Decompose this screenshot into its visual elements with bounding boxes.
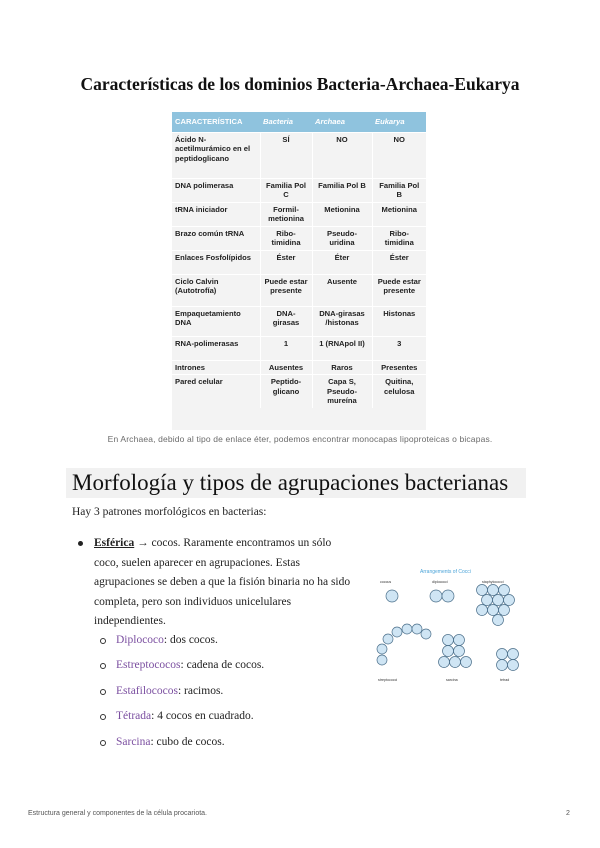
tetrad-cell bbox=[508, 660, 519, 671]
sub-item-name: Sarcina bbox=[116, 736, 151, 748]
table-cell: Pseudo-uridina bbox=[312, 227, 372, 251]
bullet-esferica bbox=[94, 534, 354, 632]
sarcina-cell bbox=[443, 646, 454, 657]
table-cell: Éster bbox=[260, 251, 312, 275]
figure-label-coccus: coccus bbox=[380, 580, 392, 584]
table-cell: Ciclo Calvin (Autotrofía) bbox=[172, 275, 260, 307]
bullet-description: → cocos. Raramente encontramos un sólo coco, suelen aparecer en agrupaciones. Estas agrupaciones se deben a que la fisión binaria no ha sido completa, pero son individuos unicelulares independientes. bbox=[94, 537, 351, 627]
sarcina-cell bbox=[439, 657, 450, 668]
table-caption: En Archaea, debido al tipo de enlace éter, podemos encontrar monocapas lipoproteicas o bicapas. bbox=[107, 434, 493, 444]
figure-label-diplococci: diplococci bbox=[432, 580, 448, 584]
page-number: 2 bbox=[566, 810, 570, 817]
sub-item-name: Estafilococos bbox=[116, 685, 178, 697]
table-cell: Raros bbox=[312, 361, 372, 375]
table-row bbox=[172, 203, 426, 227]
diplococcus-cell bbox=[430, 590, 442, 602]
sub-item-name: Estreptococos bbox=[116, 659, 181, 671]
table-row bbox=[172, 251, 426, 275]
table-cell: 3 bbox=[372, 337, 426, 361]
table-cell: Puede estar presente bbox=[372, 275, 426, 307]
table-cell: Familia Pol B bbox=[372, 179, 426, 203]
circle-bullet-icon bbox=[100, 638, 106, 644]
page-title: Características de los dominios Bacteria-Archaea-Eukarya bbox=[80, 74, 520, 94]
table-cell: Enlaces Fosfolípidos bbox=[172, 251, 260, 275]
staphylococcus-cell bbox=[477, 585, 488, 596]
sub-item-name: Diplococo bbox=[116, 634, 164, 646]
sarcina-cell bbox=[454, 646, 465, 657]
streptococcus-cell bbox=[402, 624, 412, 634]
table-row bbox=[172, 227, 426, 251]
tetrad-cell bbox=[497, 660, 508, 671]
table-cell: Brazo común tRNA bbox=[172, 227, 260, 251]
table-cell: Familia Pol B bbox=[312, 179, 372, 203]
table-header-row bbox=[172, 112, 426, 133]
table-cell: Pared celular bbox=[172, 375, 260, 408]
table-row bbox=[172, 179, 426, 203]
table-cell: Ausentes bbox=[260, 361, 312, 375]
table-cell: Ribo-timidina bbox=[372, 227, 426, 251]
table-cell: Ácido N-acetilmurámico en el peptidoglicano bbox=[172, 133, 260, 179]
sarcina-cell bbox=[454, 635, 465, 646]
streptococcus-cell bbox=[392, 627, 402, 637]
table-cell: Quitina, celulosa bbox=[372, 375, 426, 408]
staphylococcus-cell bbox=[477, 605, 488, 616]
table-row bbox=[172, 133, 426, 179]
table-header-cell: CARACTERÍSTICA bbox=[172, 112, 260, 133]
staphylococcus-cell bbox=[504, 595, 515, 606]
table-cell: Capa S, Pseudo-mureína bbox=[312, 375, 372, 408]
staphylococcus-cell bbox=[488, 605, 499, 616]
table-header-cell: Eukarya bbox=[372, 112, 426, 133]
table-row bbox=[172, 375, 426, 408]
tetrad-cell bbox=[497, 649, 508, 660]
table-cell: RNA-polimerasas bbox=[172, 337, 260, 361]
streptococcus-cell bbox=[377, 644, 387, 654]
bullet-disc-icon bbox=[78, 541, 83, 546]
staphylococcus-cell bbox=[488, 585, 499, 596]
circle-bullet-icon bbox=[100, 740, 106, 746]
table-cell: Intrones bbox=[172, 361, 260, 375]
table-cell: Metionina bbox=[312, 203, 372, 227]
circle-bullet-icon bbox=[100, 714, 106, 720]
sub-item-desc: : cadena de cocos. bbox=[180, 659, 265, 671]
table-cell: Presentes bbox=[372, 361, 426, 375]
section-intro: Hay 3 patrones morfológicos en bacterias: bbox=[72, 506, 267, 518]
figure-label-staphylococci: staphylococci bbox=[482, 580, 504, 584]
table-cell: Éter bbox=[312, 251, 372, 275]
diplococcus-cell bbox=[442, 590, 454, 602]
footer-text: Estructura general y componentes de la célula procariota. bbox=[28, 810, 207, 817]
sub-item-desc: : cubo de cocos. bbox=[150, 736, 225, 748]
table-cell: Peptido-glicano bbox=[260, 375, 312, 408]
staphylococcus-cell bbox=[499, 605, 510, 616]
streptococcus-cell bbox=[421, 629, 431, 639]
table-cell: SÍ bbox=[260, 133, 312, 179]
bullet-term: Esférica bbox=[94, 537, 135, 549]
domains-table-figure bbox=[172, 112, 426, 430]
cocci-cells bbox=[377, 585, 519, 671]
sub-item-desc: : 4 cocos en cuadrado. bbox=[151, 710, 254, 722]
domains-table bbox=[172, 112, 426, 408]
sub-item-desc: : dos cocos. bbox=[163, 634, 218, 646]
table-cell: Formil-metionina bbox=[260, 203, 312, 227]
staphylococcus-cell bbox=[493, 595, 504, 606]
table-cell: 1 (RNApol II) bbox=[312, 337, 372, 361]
table-cell: Ausente bbox=[312, 275, 372, 307]
table-cell: NO bbox=[372, 133, 426, 179]
table-cell: 1 bbox=[260, 337, 312, 361]
table-cell: Empaquetamiento DNA bbox=[172, 307, 260, 337]
figure-label-streptococci: streptococci bbox=[378, 678, 398, 682]
table-cell: DNA-girasas /histonas bbox=[312, 307, 372, 337]
streptococcus-cell bbox=[412, 624, 422, 634]
figure-title: Arrangements of Cocci bbox=[420, 569, 471, 575]
section-title: Morfología y tipos de agrupaciones bacterianas bbox=[72, 470, 509, 495]
circle-bullet-icon bbox=[100, 689, 106, 695]
sarcina-cell bbox=[461, 657, 472, 668]
table-row bbox=[172, 337, 426, 361]
figure-label-tetrad: tetrad bbox=[500, 678, 510, 682]
cocci-arrangements-figure bbox=[368, 566, 532, 688]
table-cell: DNA-girasas bbox=[260, 307, 312, 337]
table-row bbox=[172, 361, 426, 375]
table-cell: Éster bbox=[372, 251, 426, 275]
streptococcus-cell bbox=[383, 634, 393, 644]
table-cell: DNA polimerasa bbox=[172, 179, 260, 203]
circle-bullet-icon bbox=[100, 663, 106, 669]
table-header-cell: Bacteria bbox=[260, 112, 312, 133]
sarcina-cell bbox=[443, 635, 454, 646]
table-cell: tRNA iniciador bbox=[172, 203, 260, 227]
coccus-cell bbox=[386, 590, 398, 602]
staphylococcus-cell bbox=[499, 585, 510, 596]
table-cell: Ribo-timidina bbox=[260, 227, 312, 251]
table-cell: Histonas bbox=[372, 307, 426, 337]
sarcina-cell bbox=[450, 657, 461, 668]
staphylococcus-cell bbox=[482, 595, 493, 606]
tetrad-cell bbox=[508, 649, 519, 660]
table-row bbox=[172, 275, 426, 307]
table-header-cell: Archaea bbox=[312, 112, 372, 133]
table-row bbox=[172, 307, 426, 337]
sub-item-desc: : racimos. bbox=[177, 685, 224, 697]
table-cell: Familia Pol C bbox=[260, 179, 312, 203]
table-cell: Metionina bbox=[372, 203, 426, 227]
streptococcus-cell bbox=[377, 655, 387, 665]
sub-item-name: Tétrada bbox=[116, 710, 152, 722]
table-cell: Puede estar presente bbox=[260, 275, 312, 307]
staphylococcus-cell bbox=[493, 615, 504, 626]
figure-label-sarcina: sarcina bbox=[446, 678, 458, 682]
table-cell: NO bbox=[312, 133, 372, 179]
